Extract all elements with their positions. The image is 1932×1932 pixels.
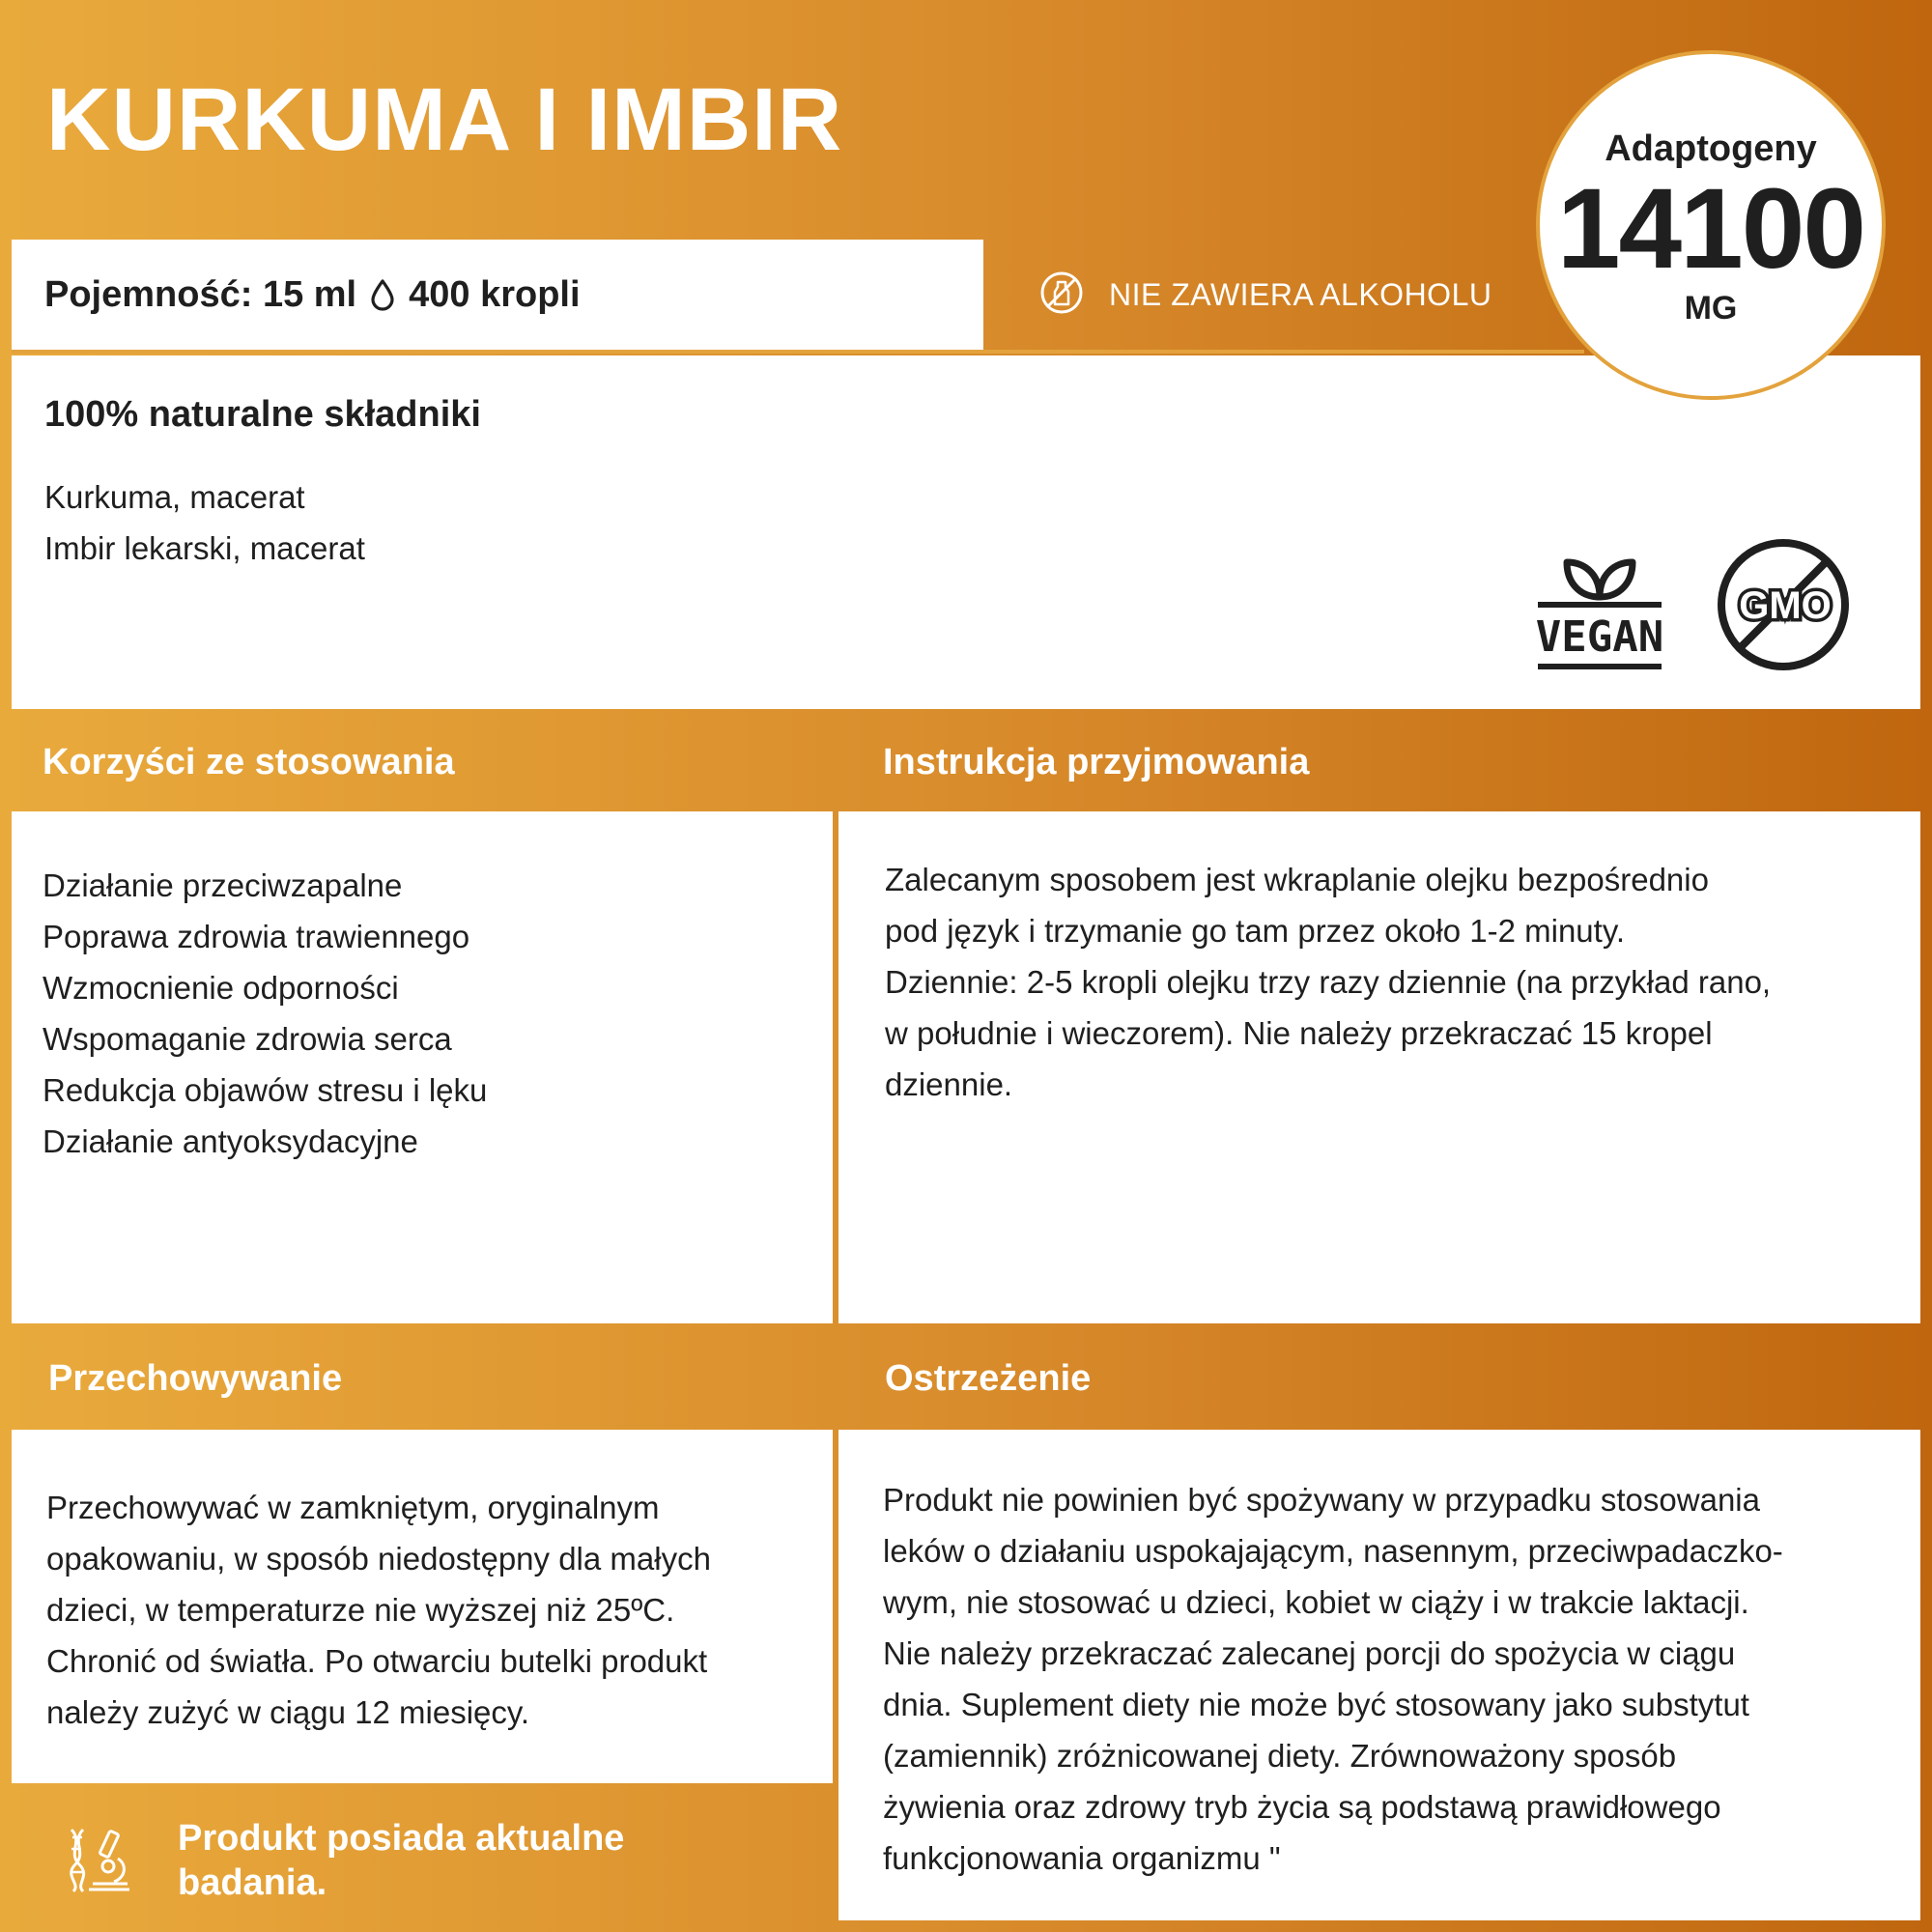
list-item: Redukcja objawów stresu i lęku (43, 1072, 488, 1108)
text-line: dzieci, w temperaturze nie wyższej niż 25ºC. (46, 1592, 675, 1628)
text-line: dziennie. (885, 1066, 1013, 1102)
no-alcohol-text: NIE ZAWIERA ALKOHOLU (1109, 276, 1492, 312)
text-line: (zamiennik) zróżnicowanej diety. Zrównoważony sposób (883, 1738, 1677, 1774)
text-line: Nie należy przekraczać zalecanej porcji do spożycia w ciągu (883, 1635, 1736, 1671)
text-line: dnia. Suplement diety nie może być stosowany jako substytut (883, 1687, 1749, 1722)
list-item: Działanie antyoksydacyjne (43, 1123, 418, 1159)
research-note (64, 1816, 719, 1905)
text-line: opakowaniu, w sposób niedostępny dla małych (46, 1541, 711, 1577)
divider (12, 350, 1584, 354)
warning-panel (838, 1430, 1920, 1920)
text-line: Zalecanym sposobem jest wkraplanie olejku bezpośrednio (885, 862, 1709, 897)
instructions-text (885, 854, 1920, 1110)
text-line: funkcjonowania organizmu " (883, 1840, 1281, 1876)
microscope-dna-icon (64, 1824, 133, 1898)
instructions-title: Instrukcja przyjmowania (883, 742, 1310, 782)
badge-label: Adaptogeny (1605, 128, 1817, 170)
vegan-label: VEGAN (1535, 612, 1664, 662)
text-line: Dziennie: 2-5 kropli olejku trzy razy dziennie (na przykład rano, (885, 964, 1772, 1000)
benefits-panel (12, 811, 833, 1323)
product-title: KURKUMA I IMBIR (46, 71, 843, 169)
list-item: Poprawa zdrowia trawiennego (43, 919, 470, 954)
gmo-label: GMO (1739, 584, 1832, 627)
benefits-list (43, 860, 833, 1167)
capacity-label: Pojemność: 15 ml (44, 273, 357, 315)
badge-value: 14100 (1556, 165, 1865, 294)
drop-icon (370, 278, 395, 311)
text-line: pod język i trzymanie go tam przez około 1-2 minuty. (885, 913, 1626, 949)
text-line: żywienia oraz zdrowy tryb życia są podstawą prawidłowego (883, 1789, 1721, 1825)
vegan-icon (1532, 537, 1667, 677)
badge-unit: MG (1684, 289, 1738, 327)
storage-panel (12, 1430, 833, 1783)
list-item: Wzmocnienie odporności (43, 970, 399, 1006)
ingredients-list (44, 471, 365, 574)
list-item: Kurkuma, macerat (44, 479, 305, 515)
research-text: Produkt posiada aktualne badania. (178, 1818, 625, 1903)
warning-title: Ostrzeżenie (885, 1358, 1092, 1399)
list-item: Działanie przeciwzapalne (43, 867, 403, 903)
text-line: Chronić od światła. Po otwarciu butelki produkt (46, 1643, 708, 1679)
capacity-panel (12, 240, 983, 350)
storage-title: Przechowywanie (48, 1358, 343, 1399)
no-alcohol-icon (1039, 270, 1084, 320)
ingredients-title: 100% naturalne składniki (44, 394, 481, 435)
storage-text (46, 1482, 833, 1738)
text-line: należy zużyć w ciągu 12 miesięcy. (46, 1694, 530, 1730)
text-line: w południe i wieczorem). Nie należy przekraczać 15 kropel (885, 1015, 1713, 1051)
warning-text (883, 1474, 1920, 1884)
adaptogen-badge (1536, 50, 1886, 400)
text-line: Przechowywać w zamkniętym, oryginalnym (46, 1490, 660, 1525)
list-item: Imbir lekarski, macerat (44, 530, 365, 566)
gmo-free-icon (1716, 537, 1851, 677)
benefits-title: Korzyści ze stosowania (43, 742, 455, 782)
drops-count: 400 kropli (409, 273, 581, 315)
no-alcohol-panel (985, 240, 1584, 350)
text-line: leków o działaniu uspokajającym, nasennym, przeciwpadaczko- (883, 1533, 1783, 1569)
text-line: Produkt nie powinien być spożywany w przypadku stosowania (883, 1482, 1760, 1518)
list-item: Wspomaganie zdrowia serca (43, 1021, 452, 1057)
text-line: wym, nie stosować u dzieci, kobiet w ciąży i w trakcie laktacji. (883, 1584, 1749, 1620)
instructions-panel (838, 811, 1920, 1323)
